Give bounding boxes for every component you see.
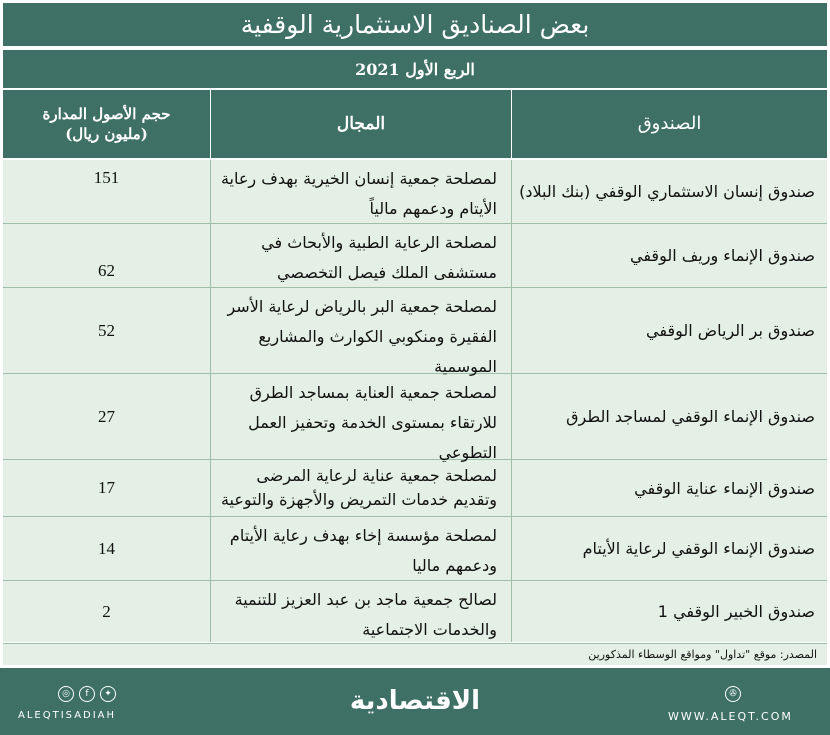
fund-size: 151 [93, 168, 120, 187]
field-line: لمصلحة جمعية البر بالرياض لرعاية الأسر [227, 297, 497, 316]
field-line: الفقيرة ومنكوبي الكوارث والمشاريع [258, 327, 497, 346]
fund-name: صندوق بر الرياض الوقفي [646, 321, 815, 340]
table-row [3, 460, 827, 517]
field-line: ودعمهم ماليا [412, 556, 497, 575]
fund-field [210, 581, 512, 642]
fund-size: 62 [98, 261, 115, 280]
table-row [3, 374, 827, 460]
table-header [3, 90, 827, 158]
instagram-icon[interactable]: ◎ [58, 686, 74, 702]
brand-logo: الاقتصادية [349, 686, 481, 716]
fund-field [210, 517, 512, 580]
fund-size: 14 [98, 538, 115, 558]
field-line: وتقديم خدمات التمريض والأجهزة والتوعية [220, 490, 497, 509]
fund-size: 52 [98, 320, 115, 340]
social-icons [58, 686, 116, 702]
fund-field [210, 224, 512, 287]
fund-name: صندوق الخبير الوقفي 1 [657, 602, 815, 621]
website-link[interactable]: WWW.ALEQT.COM [668, 710, 793, 723]
source-note: المصدر: موقع "تداول" ومواقع الوسطاء المذكورين [3, 643, 827, 665]
header-fund: الصندوق [637, 112, 702, 134]
field-line: لصالح جمعية ماجد بن عبد العزيز للتنمية [234, 590, 497, 609]
field-line: لمصلحة جمعية إنسان الخيرية بهدف رعاية [220, 169, 497, 188]
header-field: المجال [210, 90, 512, 158]
field-line: لمصلحة جمعية عناية لرعاية المرضى [256, 466, 497, 485]
field-line: لمصلحة مؤسسة إخاء بهدف رعاية الأيتام [229, 526, 497, 545]
fund-size: 2 [102, 601, 111, 621]
field-line: الموسمية [434, 357, 497, 376]
field-line: للارتقاء بمستوى الخدمة وتحفيز العمل [248, 413, 497, 432]
table-row [3, 517, 827, 581]
fund-name: صندوق الإنماء وريف الوقفي [629, 246, 815, 265]
fund-field [210, 288, 512, 376]
page-subtitle: الربع الأول 2021 [3, 50, 827, 88]
social-handle: ALEQTISADIAH [18, 710, 117, 721]
fund-name: صندوق الإنماء الوقفي لرعاية الأيتام [582, 539, 815, 558]
field-line: والخدمات الاجتماعية [362, 620, 497, 639]
field-line: لمصلحة جمعية العناية بمساجد الطرق [249, 383, 497, 402]
funds-table [3, 160, 827, 642]
header-size [3, 90, 210, 158]
fund-field [210, 460, 512, 516]
field-line: مستشفى الملك فيصل التخصصي [276, 263, 497, 282]
field-line: التطوعي [438, 443, 497, 462]
field-line: الأيتام ودعمهم مالياً [369, 199, 497, 218]
table-row [3, 224, 827, 288]
fund-name: صندوق إنسان الاستثماري الوقفي (بنك البلاد) [519, 182, 815, 201]
fund-field [210, 374, 512, 462]
facebook-icon[interactable]: f [79, 686, 95, 702]
fund-size: 27 [98, 406, 115, 426]
page-title: بعض الصناديق الاستثمارية الوقفية [3, 3, 827, 48]
fund-name: صندوق الإنماء الوقفي لمساجد الطرق [566, 407, 815, 426]
table-row [3, 288, 827, 374]
header-size-line2: (مليون ريال) [65, 125, 148, 143]
fund-size: 17 [98, 478, 115, 497]
footer [0, 668, 830, 735]
fund-name: صندوق الإنماء عناية الوقفي [634, 478, 815, 498]
field-line: لمصلحة الرعاية الطبية والأبحاث في [261, 233, 497, 252]
globe-icon: ✇ [725, 686, 741, 702]
fund-field [210, 160, 512, 223]
table-row [3, 160, 827, 224]
table-row [3, 581, 827, 642]
twitter-icon[interactable]: ✦ [100, 686, 116, 702]
header-size-line1: حجم الأصول المدارة [42, 104, 171, 123]
